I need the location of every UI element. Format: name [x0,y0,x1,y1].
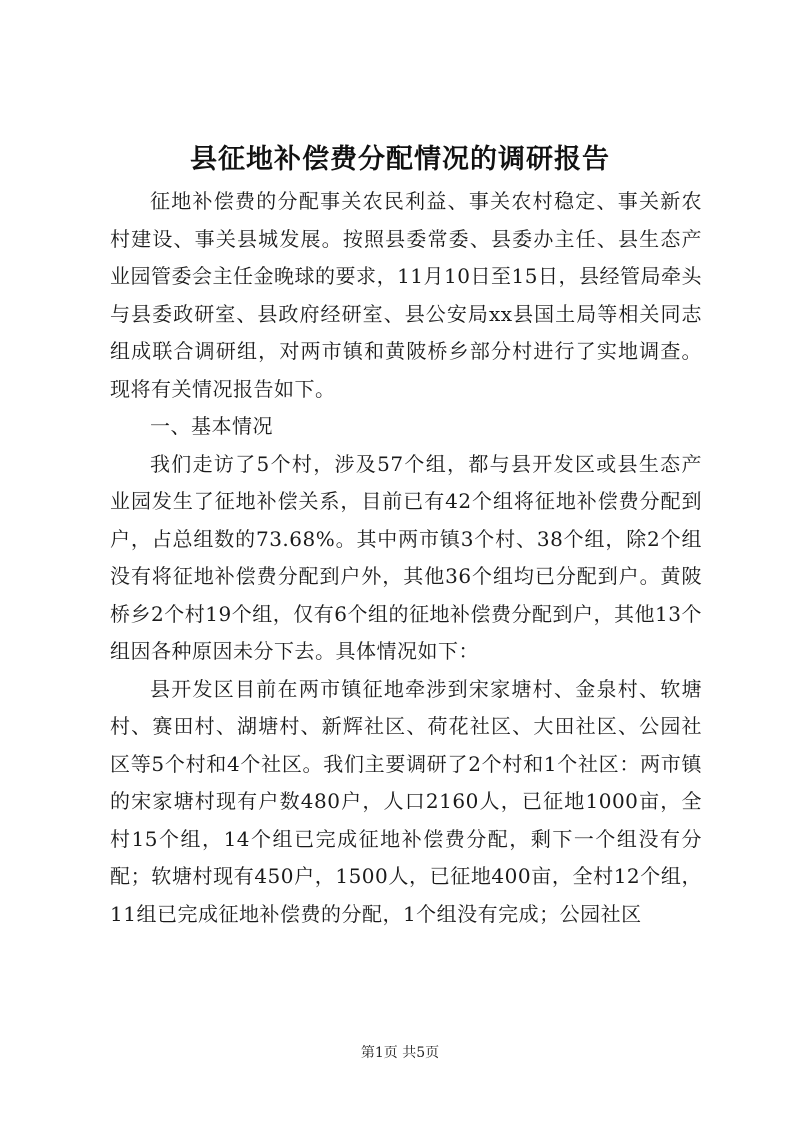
section-heading-basic-situation: 一、基本情况 [150,414,273,438]
document-title: 县征地补偿费分配情况的调研报告 [190,144,610,175]
document-body [110,183,702,933]
paragraph-intro: 征地补偿费的分配事关农民利益、事关农村稳定、事关新农村建设、事关县城发展。按照县委常委、县委办主任、县生态产业园管委会主任金晚球的要求，11月10日至15日，县经管局牵头与县委政研室、县政府经研室、县公安局xx县国土局等相关同志组成联合调研组，对两市镇和黄陂桥乡部分村进行了实地调查。现将有关情况报告如下。 [110,189,702,401]
paragraph-survey-overview: 我们走访了5个村，涉及57个组，都与县开发区或县生态产业园发生了征地补偿关系，目前已有42个组将征地补偿费分配到户，占总组数的73.68%。其中两市镇3个村、38个组，除2个组没有将征地补偿费分配到户外，其他36个组均已分配到户。黄陂桥乡2个村19个组，仅有6个组的征地补偿费分配到户，其他13个组因各种原因未分下去。具体情况如下： [110,451,702,663]
paragraph-development-zone: 县开发区目前在两市镇征地牵涉到宋家塘村、金泉村、软塘村、赛田村、湖塘村、新辉社区、荷花社区、大田社区、公园社区等5个村和4个社区。我们主要调研了2个村和1个社区：两市镇的宋家塘村现有户数480户，人口2160人，已征地1000亩，全村15个组，14个组已完成征地补偿费分配，剩下一个组没有分配；软塘村现有450户，1500人，已征地400亩，全村12个组，11组已完成征地补偿费的分配，1个组没有完成；公园社区 [110,676,702,926]
page-footer: 第1页 共5页 [360,1045,440,1061]
